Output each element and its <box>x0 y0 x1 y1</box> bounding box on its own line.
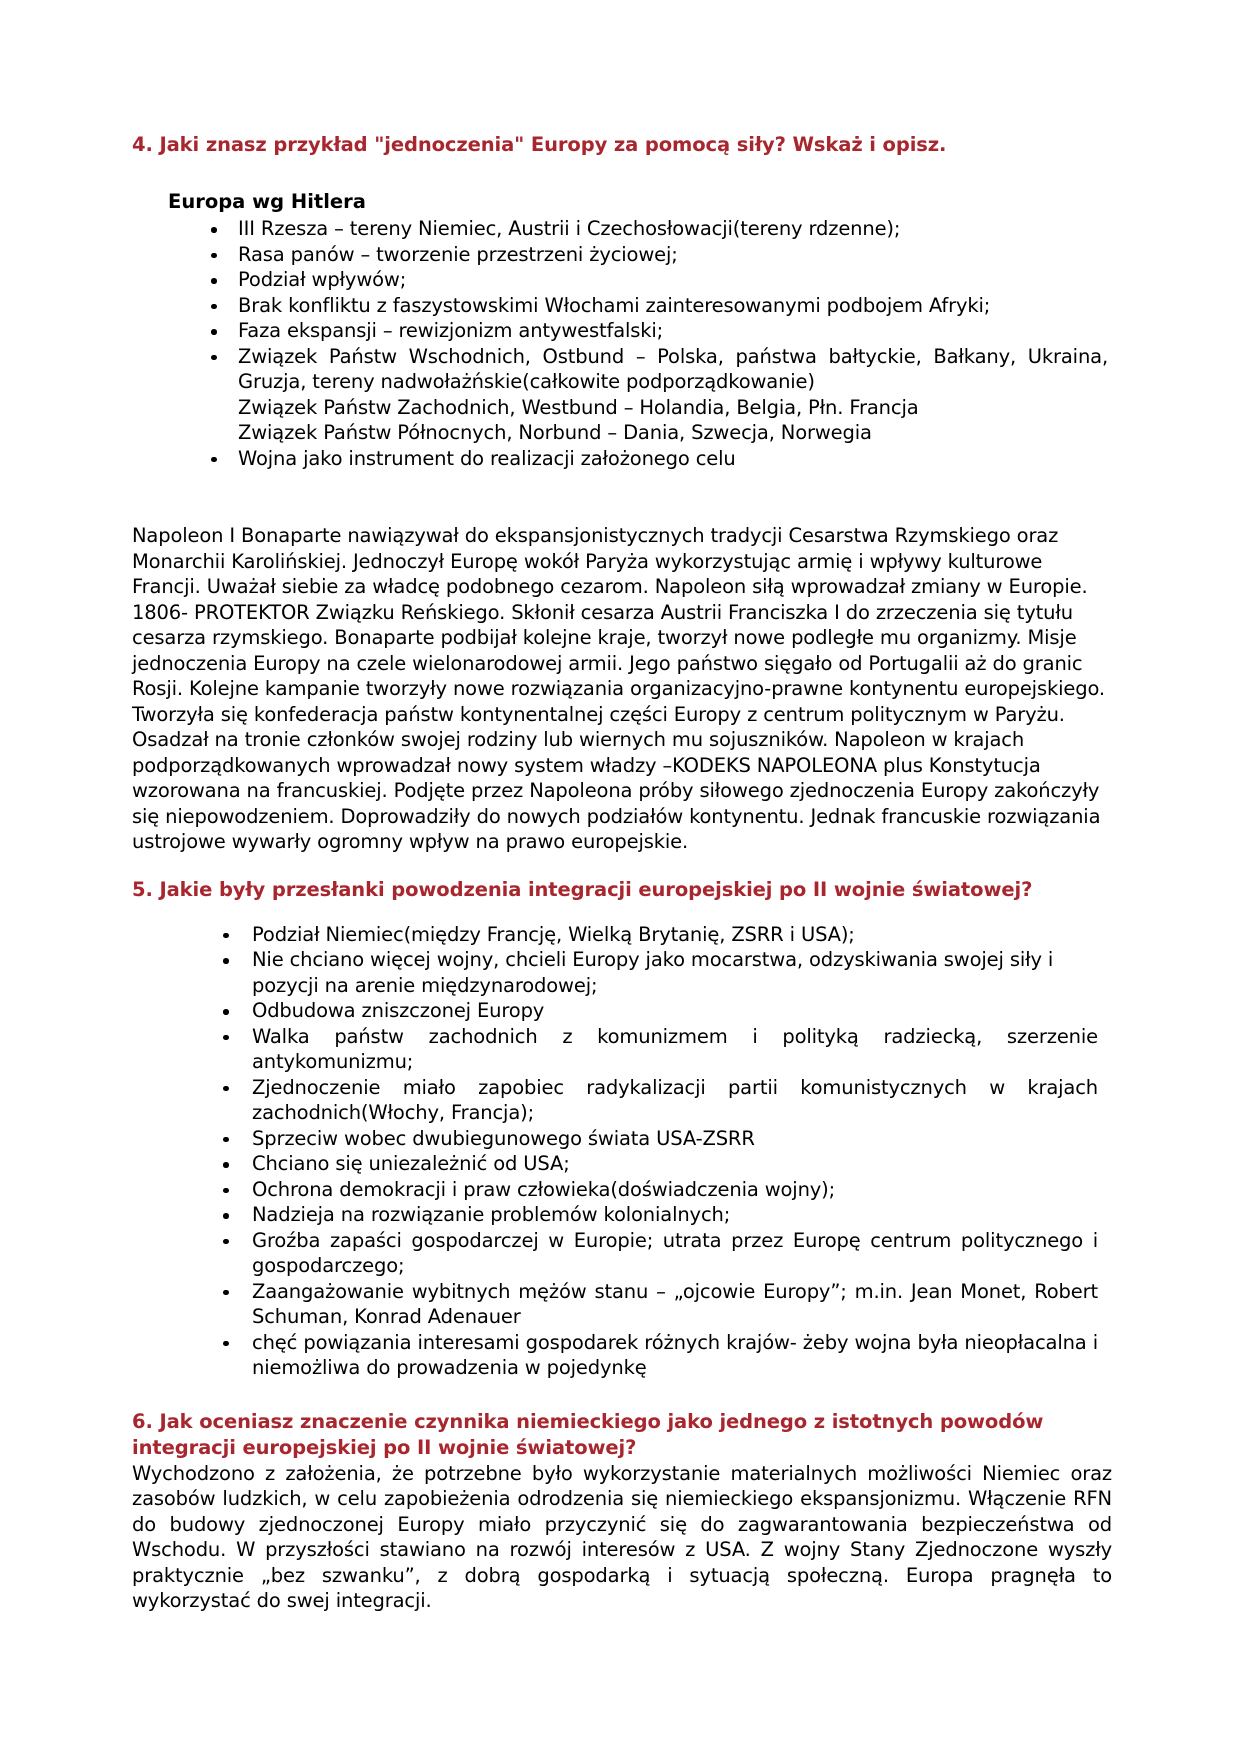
list-item: Zjednoczenie miało zapobiec radykalizacji partii komunistycznych w krajach zachodnich(Włochy, Francja); <box>212 1075 1112 1126</box>
list-item: Brak konfliktu z faszystowskimi Włochami zainteresowanymi podbojem Afryki; <box>200 293 1112 319</box>
napoleon-paragraph: Napoleon I Bonaparte nawiązywał do ekspansjonistycznych tradycji Cesarstwa Rzymskiego oraz Monarchii Karolińskiej. Jednoczył Europę wokół Paryża wykorzystując armię i wpływy kulturowe Francji. Uważał siebie za władcę podobnego cezarom. Napoleon siłą wprowadzał zmiany w Europie. 1806- PROTEKTOR Związku Reńskiego. Skłonił cesarza Austrii Franciszka I do zrzeczenia się tytułu cesarza rzymskiego. Bonaparte podbijał kolejne kraje, tworzył nowe podległe mu organizmy. Misje jednoczenia Europy na czele wielonarodowej armii. Jego państwo sięgało od Portugalii aż do granic Rosji. Kolejne kampanie tworzyły nowe rozwiązania organizacyjno-prawne kontynentu europejskiego. Tworzyła się konfederacja państw kontynentalnej części Europy z centrum politycznym w Paryżu. Osadzał na tronie członków swojej rodziny lub wiernych mu sojuszników. Napoleon w krajach podporządkowanych wprowadzał nowy system władzy –KODEKS NAPOLEONA plus Konstytucja wzorowana na francuskiej. Podjęte przez Napoleona próby siłowego zjednoczenia Europy zakończyły się niepowodzeniem. Doprowadziły do nowych podziałów kontynentu. Jednak francuskie rozwiązania ustrojowe wywarły ogromny wpływ na prawo europejskie. <box>132 524 1105 853</box>
list-item: Sprzeciw wobec dwubiegunowego świata USA-ZSRR <box>212 1126 1112 1152</box>
question-6-paragraph: Wychodzono z założenia, że potrzebne było wykorzystanie materialnych możliwości Niemiec oraz zasobów ludzkich, w celu zapobieżenia odrodzenia się niemieckiego ekspansjonizmu. Włączenie RFN do budowy zjednoczonej Europy miało przyczynić się do zagwarantowania bezpieczeństwa od Wschodu. W przyszłości stawiano na rozwój interesów z USA. Z wojny Stany Zjednoczone wyszły praktycznie „bez szwanku”, z dobrą gospodarką i sytuacją społeczną. Europa pragnęła to wykorzystać do swej integracji. <box>132 1461 1112 1612</box>
list-item: Podział Niemiec(między Francję, Wielką Brytanię, ZSRR i USA); <box>212 922 1112 948</box>
question-4-heading: 4. Jaki znasz przykład "jednoczenia" Europy za pomocą siły? Wskaż i opisz. <box>132 133 947 156</box>
question-6-heading-line-2: integracji europejskiej po II wojnie światowej? <box>132 1435 637 1459</box>
list-item: Nadzieja na rozwiązanie problemów kolonialnych; <box>212 1202 1112 1228</box>
list-item: Odbudowa zniszczonej Europy <box>212 998 1112 1024</box>
union-north-line: Związek Państw Północnych, Norbund – Dania, Szwecja, Norwegia <box>238 421 872 444</box>
subheading-europa-wg-hitlera: Europa wg Hitlera <box>168 190 366 213</box>
list-item: Ochrona demokracji i praw człowieka(doświadczenia wojny); <box>212 1177 1112 1203</box>
list-item: Faza ekspansji – rewizjonizm antywestfalski; <box>200 318 1112 344</box>
list-item: Nie chciano więcej wojny, chcieli Europy jako mocarstwa, odzyskiwania swojej siły i pozycji na arenie międzynarodowej; <box>212 947 1112 998</box>
list-item: Rasa panów – tworzenie przestrzeni życiowej; <box>200 242 1112 268</box>
union-west-line: Związek Państw Zachodnich, Westbund – Holandia, Belgia, Płn. Francja <box>238 395 919 419</box>
spacer <box>132 1381 1112 1409</box>
list-item-union-block <box>200 344 1112 446</box>
list-item: Wojna jako instrument do realizacji założonego celu <box>200 446 1112 472</box>
list-item: III Rzesza – tereny Niemiec, Austrii i Czechosłowacji(tereny rdzenne); <box>200 216 1112 242</box>
list-item: Chciano się uniezależnić od USA; <box>212 1151 1112 1177</box>
question-5-bullet-list <box>132 922 1112 1381</box>
list-item: Podział wpływów; <box>200 267 1112 293</box>
list-item: Zaangażowanie wybitnych mężów stanu – „ojcowie Europy”; m.in. Jean Monet, Robert Schuman, Konrad Adenauer <box>212 1279 1112 1330</box>
question-6-heading <box>132 1409 1112 1461</box>
list-item: Walka państw zachodnich z komunizmem i polityką radziecką, szerzenie antykomunizmu; <box>212 1024 1112 1075</box>
list-item: chęć powiązania interesami gospodarek różnych krajów- żeby wojna była nieopłacalna i niemożliwa do prowadzenia w pojedynkę <box>212 1330 1112 1381</box>
list-item: Groźba zapaści gospodarczej w Europie; utrata przez Europę centrum politycznego i gospodarczego; <box>212 1228 1112 1279</box>
question-4-bullet-list <box>132 216 1112 471</box>
question-5-heading: 5. Jakie były przesłanki powodzenia integracji europejskiej po II wojnie światowej? <box>132 877 1033 901</box>
question-6-heading-line-1: 6. Jak oceniasz znaczenie czynnika niemieckiego jako jednego z istotnych powodów <box>132 1409 1044 1433</box>
spacer <box>132 471 1112 523</box>
union-east-line: Związek Państw Wschodnich, Ostbund – Polska, państwa bałtyckie, Bałkany, Ukraina, Gruzja, tereny nadwołażńskie(całkowite podporządkowanie) <box>238 344 1108 393</box>
spacer <box>132 902 1112 922</box>
spacer <box>132 855 1112 877</box>
